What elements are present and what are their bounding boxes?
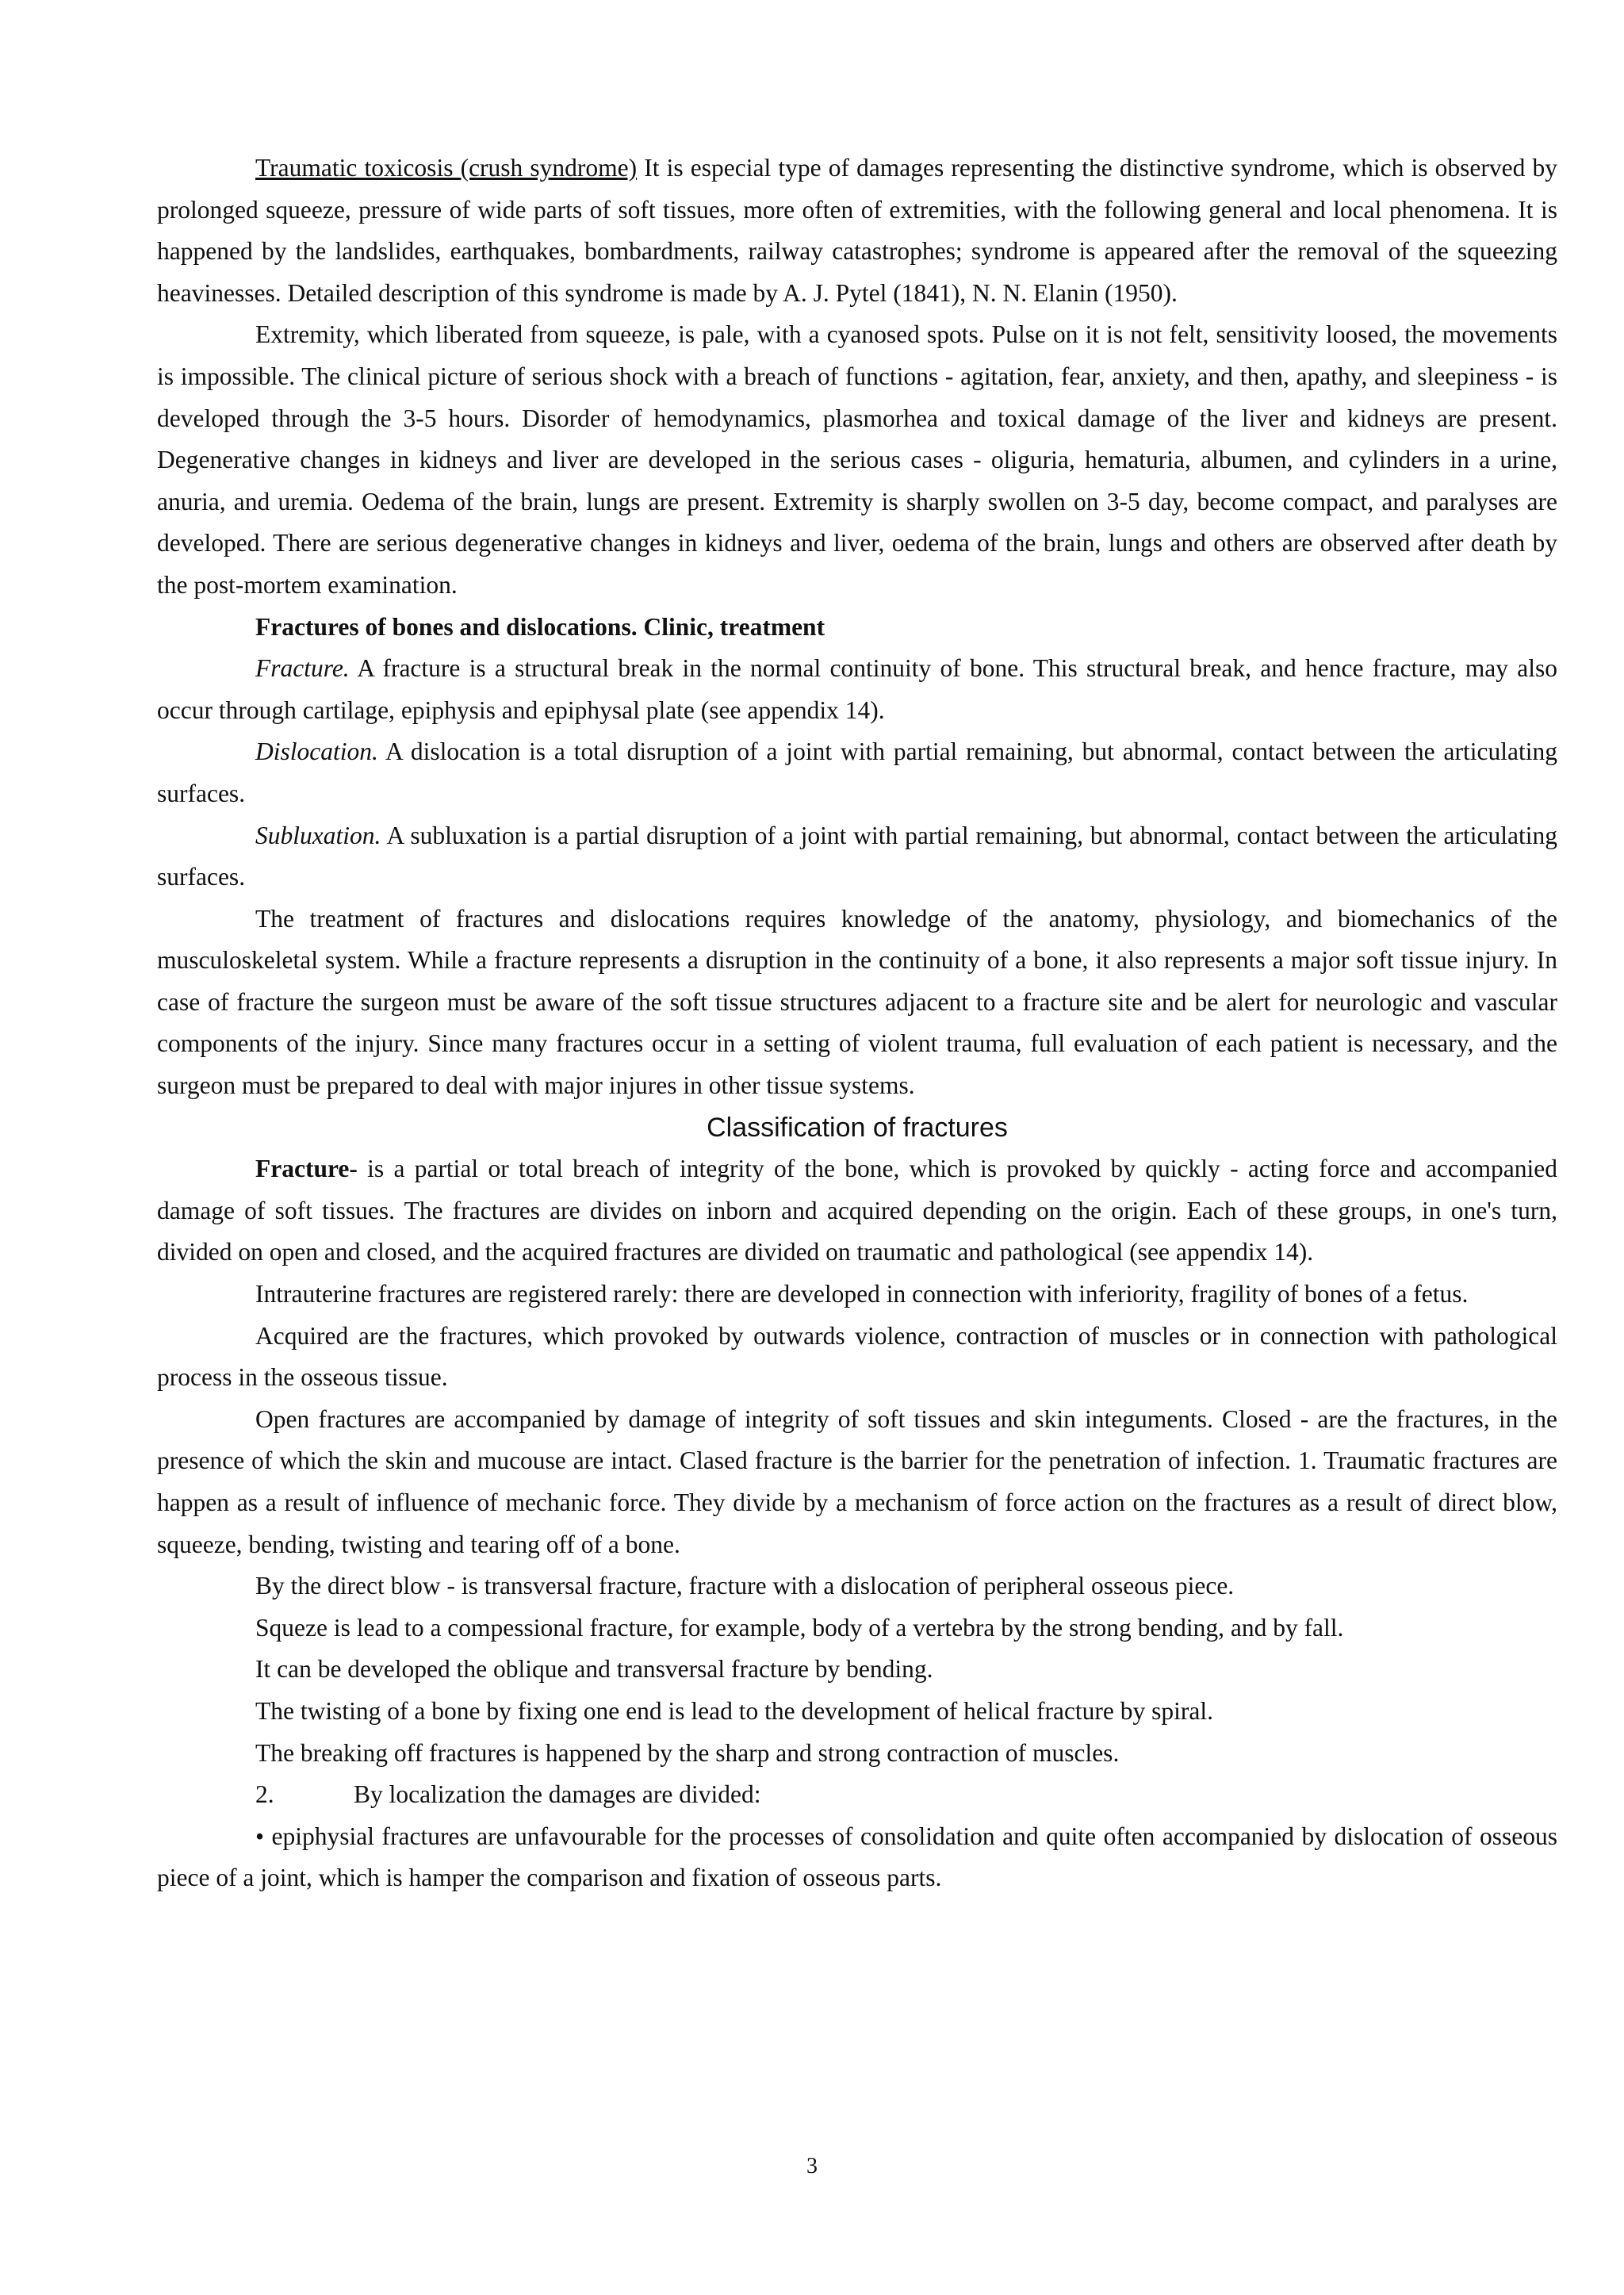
treatment-paragraph: The treatment of fractures and dislocations requires knowledge of the anatomy, physiology, and biomechanics of the musculoskeletal system. While a fracture represents a disruption in the continuity of a bone, it also represents a major soft tissue injury. In case of fracture the surgeon must be aware of the soft tissue structures adjacent to a fracture site and be alert for neurologic and vascular components of the injury. Since many fractures occur in a setting of violent trauma, full evaluation of each patient is necessary, and the surgeon must be prepared to deal with major injures in other tissue systems. [157, 904, 1557, 1100]
crush-syndrome-title: Traumatic toxicosis (crush syndrome) [255, 154, 638, 182]
fracture-classification-paragraph [157, 1148, 1557, 1274]
squeeze-paragraph: Squeze is lead to a compessional fracture, for example, body of a vertebra by the strong bending, and by fall. [255, 1613, 1344, 1642]
fractures-heading: Fractures of bones and dislocations. Clinic, treatment [255, 612, 825, 641]
twisting-paragraph: The twisting of a bone by fixing one end is lead to the development of helical fracture by spiral. [255, 1696, 1214, 1725]
bending-paragraph: It can be developed the oblique and transversal fracture by bending. [255, 1655, 933, 1684]
fracture-definition [157, 648, 1557, 731]
subluxation-definition [157, 815, 1557, 898]
direct-blow-paragraph: By the direct blow - is transversal fracture, fracture with a dislocation of peripheral osseous piece. [255, 1572, 1235, 1600]
open-fractures-paragraph: Open fractures are accompanied by damage of integrity of soft tissues and skin integuments. Closed - are the fractures, in the presence of which the skin and mucouse are intact. Clased fracture is the barrier for the penetration of infection. 1. Traumatic fractures are happen as a result of influence of mechanic force. They divide by a mechanism of force action on the fractures as a result of direct blow, squeeze, bending, twisting and tearing off of a bone. [157, 1404, 1557, 1558]
intrauterine-paragraph: Intrauterine fractures are registered rarely: there are developed in connection with inferiority, fragility of bones of a fetus. [255, 1280, 1469, 1308]
page-number: 3 [806, 2154, 818, 2178]
classification-heading: Classification of fractures [707, 1112, 1008, 1143]
dislocation-definition [157, 731, 1557, 814]
epiphysial-paragraph: • epiphysial fractures are unfavourable for the processes of consolidation and quite often accompanied by dislocation of osseous piece of a joint, which is hamper the comparison and fixation of osseous parts. [157, 1822, 1557, 1892]
list-number: 2. [255, 1780, 274, 1809]
crush-syndrome-paragraph [157, 148, 1557, 314]
dislocation-definition-text: A dislocation is a total disruption of a joint with partial remaining, but abnormal, contact between the articulating surfaces. [157, 738, 1557, 807]
breaking-off-paragraph: The breaking off fractures is happened by the sharp and strong contraction of muscles. [255, 1738, 1120, 1767]
localization-text: By localization the damages are divided: [354, 1780, 761, 1809]
subluxation-definition-text: A subluxation is a partial disruption of a joint with partial remaining, but abnormal, contact between the articulating surfaces. [157, 821, 1557, 891]
localization-list-item [157, 1774, 1557, 1816]
fracture-classification-text: is a partial or total breach of integrity of the bone, which is provoked by quickly - acting force and accompanied damage of soft tissues. The fractures are divides on inborn and acquired depending on the origin. Each of these groups, in one's turn, divided on open and closed, and the acquired fractures are divided on traumatic and pathological (see appendix 14). [157, 1155, 1557, 1266]
dislocation-term: Dislocation. [255, 738, 378, 766]
document-page [157, 148, 1557, 1899]
extremity-paragraph: Extremity, which liberated from squeeze, is pale, with a cyanosed spots. Pulse on it is not felt, sensitivity loosed, the movements is impossible. The clinical picture of serious shock with a breach of functions - agitation, fear, anxiety, and then, apathy, and sleepiness - is developed through the 3-5 hours. Disorder of hemodynamics, plasmorhea and toxical damage of the liver and kidneys are present. Degenerative changes in kidneys and liver are developed in the serious cases - oliguria, hematuria, albumen, and cylinders in a urine, anuria, and uremia. Oedema of the brain, lungs are present. Extremity is sharply swollen on 3-5 day, become compact, and paralyses are developed. There are serious degenerative changes in kidneys and liver, oedema of the brain, lungs and others are observed after death by the post-mortem examination. [157, 320, 1557, 599]
fracture-term: Fracture. [255, 654, 350, 683]
acquired-paragraph: Acquired are the fractures, which provoked by outwards violence, contraction of muscles or in connection with pathological process in the osseous tissue. [157, 1321, 1557, 1392]
fracture-definition-text: A fracture is a structural break in the normal continuity of bone. This structural break, and hence fracture, may also occur through cartilage, epiphysis and epiphysal plate (see appendix 14). [157, 654, 1557, 724]
subluxation-term: Subluxation. [255, 821, 381, 849]
fracture-bold-term: Fracture- [255, 1155, 358, 1183]
crush-syndrome-text: It is especial type of damages representing the distinctive syndrome, which is observed by prolonged squeeze, pressure of wide parts of soft tissues, more often of extremities, with the following general and local phenomena. It is happened by the landslides, earthquakes, bombardments, railway catastrophes; syndrome is appeared after the removal of the squeezing heavinesses. Detailed description of this syndrome is made by A. J. Pytel (1841), N. N. Elanin (1950). [157, 154, 1557, 307]
